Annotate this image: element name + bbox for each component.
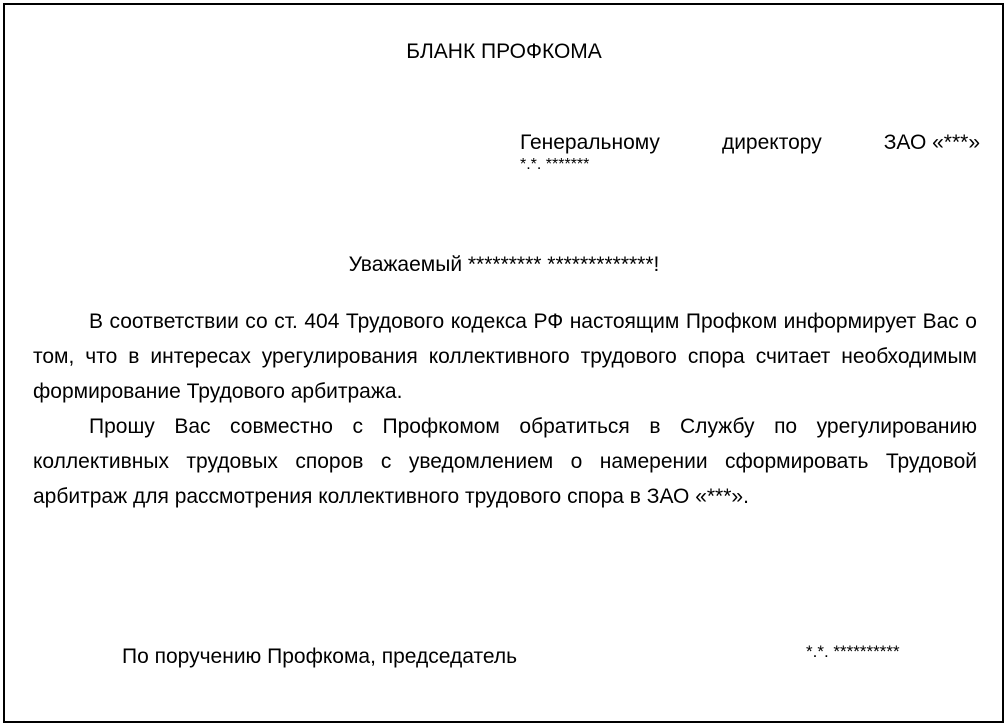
addressee-word: Генеральному bbox=[520, 131, 660, 154]
addressee-block bbox=[520, 130, 980, 174]
salutation: Уважаемый ********* *************! bbox=[348, 253, 660, 276]
signature-title: По поручению Профкома, председатель bbox=[122, 645, 518, 668]
addressee-name: *.*. ******* bbox=[520, 156, 590, 173]
letterhead-title: БЛАНК ПРОФКОМА bbox=[406, 40, 602, 63]
signature-name: *.*. ********** bbox=[806, 642, 900, 661]
addressee-company: ЗАО «***» bbox=[883, 131, 980, 154]
addressee-word: директору bbox=[721, 131, 822, 154]
body-paragraph: Прошу Вас совместно с Профкомом обратиться в Службу по урегулированию коллективных трудовых споров с уведомлением о намерении сформировать Трудовой арбитраж для рассмотрения коллективного трудового спора в ЗАО «***». bbox=[33, 415, 977, 508]
body-paragraph: В соответствии со ст. 404 Трудового кодекса РФ настоящим Профком информирует Вас о том, что в интересах урегулирования коллективного трудового спора считает необходимым формирование Трудового арбитража. bbox=[33, 310, 977, 403]
addressee-line bbox=[520, 130, 980, 156]
